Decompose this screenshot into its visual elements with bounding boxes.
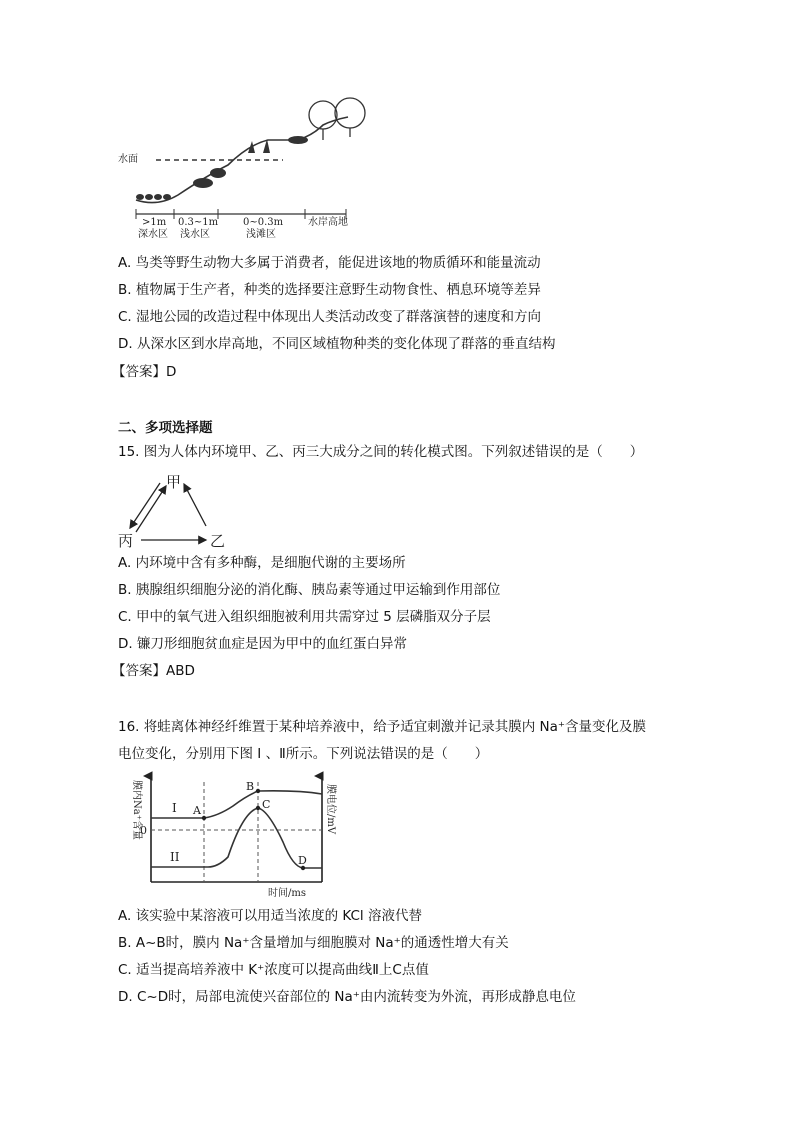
curve-i-label: I <box>172 801 177 815</box>
q14-option-d: D. 从深水区到水岸高地，不同区域植物种类的变化体现了群落的垂直结构 <box>118 336 556 352</box>
q14-option-b: B. 植物属于生产者，种类的选择要注意野生动物食性、栖息环境等差异 <box>118 282 541 298</box>
x-axis-label: 时间/ms <box>268 888 306 899</box>
zone-name-1: 深水区 <box>138 229 168 240</box>
zone-depth-1: >1m <box>142 217 167 228</box>
zone-name-4: 水岸高地 <box>308 217 348 228</box>
y-left-axis-label: 膜内Na⁺含量 <box>131 780 142 840</box>
q14-option-a: A. 鸟类等野生动物大多属于消费者，能促进该地的物质循环和能量流动 <box>118 255 541 271</box>
zone-depth-3: 0~0.3m <box>243 217 284 228</box>
point-d-label: D <box>298 854 307 867</box>
q15-answer: 【答案】ABD <box>112 663 195 679</box>
q16-stem-line1: 16. 将蛙离体神经纤维置于某种培养液中，给予适宜刺激并记录其膜内 Na⁺含量变化及膜 <box>118 719 647 735</box>
q15-option-b: B. 胰腺组织细胞分泌的消化酶、胰岛素等通过甲运输到作用部位 <box>118 582 501 598</box>
q15-stem: 15. 图为人体内环境甲、乙、丙三大成分之间的转化模式图。下列叙述错误的是（ ） <box>118 444 644 460</box>
curve-ii-label: II <box>170 850 180 864</box>
point-b-label: B <box>246 780 255 793</box>
node-jia: 甲 <box>166 473 182 491</box>
wetland-zone-figure <box>118 95 358 240</box>
node-yi: 乙 <box>210 532 226 550</box>
water-surface-label: 水面 <box>118 154 138 165</box>
zone-name-3: 浅滩区 <box>246 229 276 240</box>
q16-option-a: A. 该实验中某溶液可以用适当浓度的 KCl 溶液代替 <box>118 908 422 924</box>
zero-label: 0 <box>140 824 147 837</box>
internal-environment-diagram <box>118 470 228 550</box>
q16-option-b: B. A~B时，膜内 Na⁺含量增加与细胞膜对 Na⁺的通透性增大有关 <box>118 935 509 951</box>
q16-option-d: D. C~D时，局部电流使兴奋部位的 Na⁺由内流转变为外流，再形成静息电位 <box>118 989 576 1005</box>
q15-option-a: A. 内环境中含有多种酶，是细胞代谢的主要场所 <box>118 555 406 571</box>
q15-option-d: D. 镰刀形细胞贫血症是因为甲中的血红蛋白异常 <box>118 636 407 652</box>
q14-option-c: C. 湿地公园的改造过程中体现出人类活动改变了群落演替的速度和方向 <box>118 309 542 325</box>
q14-answer: 【答案】D <box>112 364 177 380</box>
point-a-label: A <box>193 804 201 817</box>
q16-stem-line2: 电位变化，分别用下图 Ⅰ 、Ⅱ所示。下列说法错误的是（ ） <box>118 746 489 762</box>
point-c-label: C <box>262 798 271 811</box>
zone-name-2: 浅水区 <box>180 229 210 240</box>
q16-option-c: C. 适当提高培养液中 K⁺浓度可以提高曲线Ⅱ上C点值 <box>118 962 429 978</box>
q15-option-c: C. 甲中的氧气进入组织细胞被利用共需穿过 5 层磷脂双分子层 <box>118 609 491 625</box>
y-right-axis-label: 膜电位/mV <box>325 784 336 835</box>
zone-depth-2: 0.3~1m <box>178 217 219 228</box>
membrane-potential-figure <box>118 772 343 900</box>
node-bing: 丙 <box>118 532 134 550</box>
section-heading: 二、多项选择题 <box>118 420 213 436</box>
